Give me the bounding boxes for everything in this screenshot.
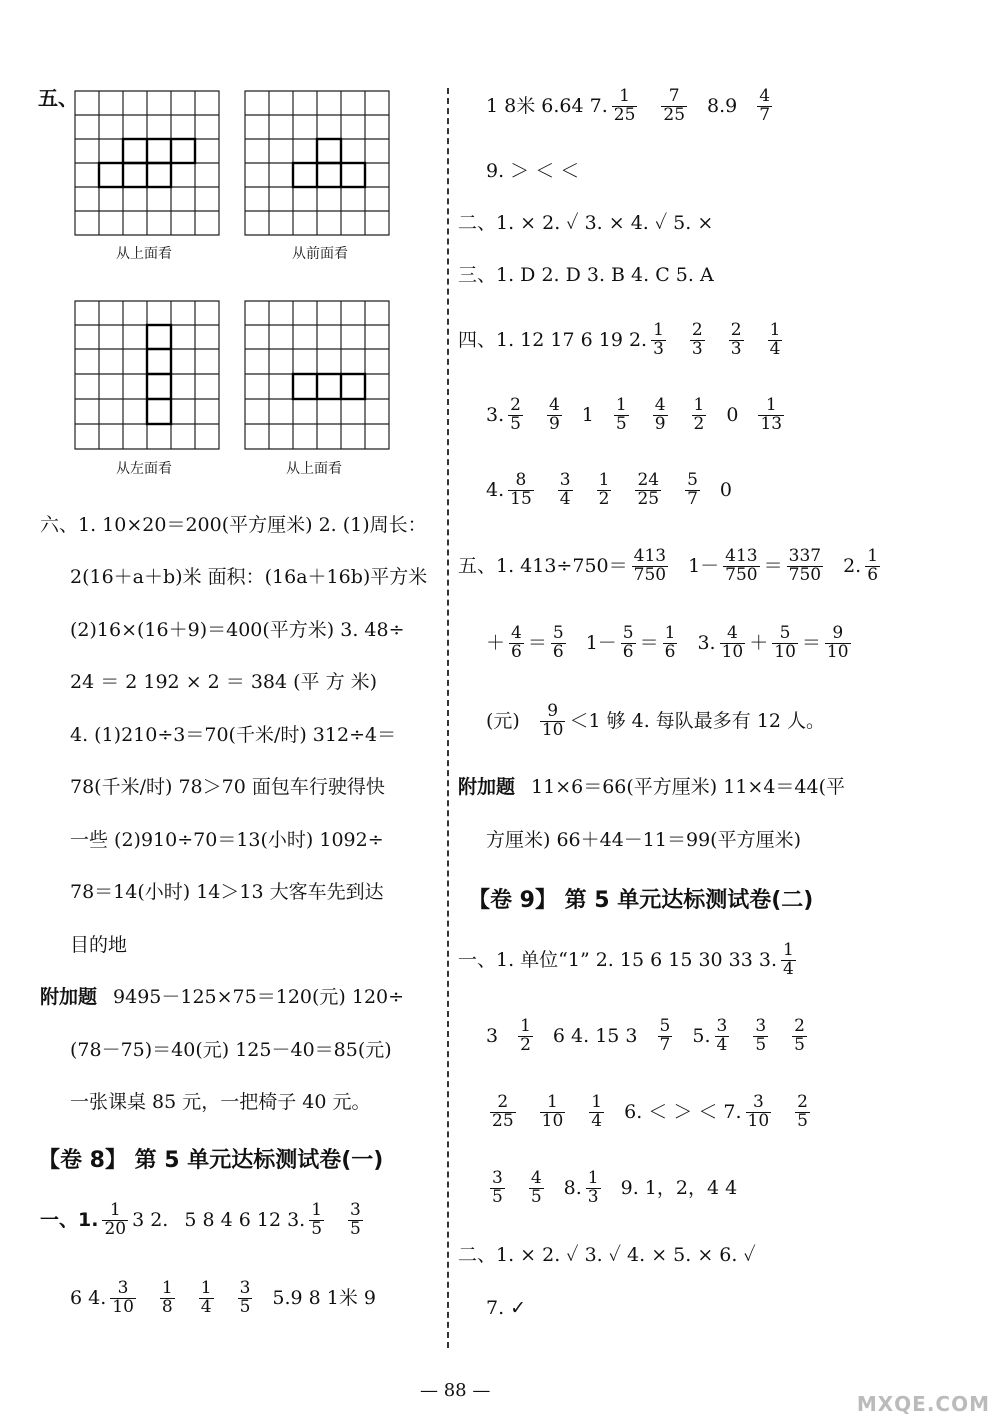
r9-f: ＋ bbox=[749, 631, 769, 654]
r1-c: 8. bbox=[707, 94, 726, 117]
juan8-r1-c: 5 8 4 6 12 3. bbox=[184, 1208, 306, 1231]
juan8-r1-b: 3 2. bbox=[132, 1208, 169, 1231]
fraction: $\frac{9}{10}$ bbox=[541, 701, 564, 740]
fraction: $\frac{1}{10}$ bbox=[541, 1092, 564, 1131]
right-row-9 bbox=[486, 625, 855, 662]
juan8-r1-a: 一、1. bbox=[40, 1208, 99, 1231]
r7-zero: 0 bbox=[719, 478, 732, 501]
r6-one: 1 bbox=[581, 403, 594, 426]
juan9-row-2 bbox=[486, 1018, 811, 1055]
r6-a: 3. bbox=[486, 403, 505, 426]
fraction: $\frac{1}{6}$ bbox=[867, 546, 879, 585]
r8-a: 五、1. 413÷750＝ bbox=[458, 554, 628, 577]
fraction: $\frac{1}{13}$ bbox=[760, 395, 783, 434]
fraction: $\frac{3}{10}$ bbox=[747, 1092, 770, 1131]
fraction: $\frac{1}{20}$ bbox=[104, 1200, 127, 1239]
right-extra-line-2: 方厘米) 66＋44－11＝99(平方厘米) bbox=[486, 829, 801, 851]
juan9-row-1 bbox=[458, 942, 800, 979]
r9-b: ＝ bbox=[527, 631, 547, 654]
extra-line-3: 一张课桌 85 元，一把椅子 40 元。 bbox=[70, 1091, 371, 1113]
fraction: $\frac{1}{3}$ bbox=[653, 320, 664, 359]
fraction: $\frac{5}{10}$ bbox=[774, 623, 796, 662]
fraction: $\frac{5}{6}$ bbox=[622, 623, 634, 662]
fraction: $\frac{7}{25}$ bbox=[663, 86, 686, 125]
fraction: $\frac{3}{10}$ bbox=[112, 1278, 134, 1317]
juan8-row-2 bbox=[70, 1280, 376, 1317]
fraction: $\frac{1}{4}$ bbox=[783, 940, 794, 979]
fraction: $\frac{1}{4}$ bbox=[200, 1278, 212, 1317]
r9-a: ＋ bbox=[486, 631, 506, 654]
fraction: $\frac{5}{7}$ bbox=[659, 1016, 671, 1055]
right-extra-line-1 bbox=[458, 778, 845, 797]
r5-a: 四、1. 12 17 6 19 2. bbox=[458, 328, 648, 351]
right-row-2: 9. ＞ ＜ ＜ bbox=[486, 160, 580, 182]
sec6-line-2: 2(16＋a＋b)米 面积：(16a＋16b)平方米 bbox=[70, 566, 428, 588]
juan8-title: 【卷 8】 第 5 单元达标测试卷(一) bbox=[38, 1148, 384, 1173]
right-row-7 bbox=[486, 472, 732, 509]
grid-top-view-1 bbox=[74, 90, 222, 238]
caption-top-view-2: 从上面看 bbox=[286, 461, 342, 477]
fraction: $\frac{2}{5}$ bbox=[510, 395, 521, 434]
juan9-row-6: 7. ✓ bbox=[486, 1297, 527, 1319]
fraction: $\frac{413}{750}$ bbox=[633, 546, 667, 585]
r9-e: 3. bbox=[697, 631, 716, 654]
r9-c: 1－ bbox=[585, 631, 617, 654]
fraction: $\frac{4}{6}$ bbox=[511, 623, 522, 662]
fraction: $\frac{4}{5}$ bbox=[530, 1168, 542, 1207]
fraction: $\frac{3}{5}$ bbox=[755, 1016, 767, 1055]
juan9-row-4 bbox=[486, 1170, 737, 1207]
extra-line-2: (78－75)＝40(元) 125－40＝85(元) bbox=[70, 1039, 392, 1061]
right-row-10 bbox=[486, 703, 825, 740]
fraction: $\frac{2}{25}$ bbox=[492, 1092, 514, 1131]
caption-top-view: 从上面看 bbox=[116, 246, 172, 262]
r1-a: 1 8米 6. bbox=[486, 94, 560, 117]
fraction: $\frac{3}{5}$ bbox=[492, 1168, 503, 1207]
fraction: $\frac{9}{10}$ bbox=[826, 623, 849, 662]
caption-front-view: 从前面看 bbox=[292, 246, 348, 262]
fraction: $\frac{2}{3}$ bbox=[691, 320, 703, 359]
fraction: $\frac{4}{7}$ bbox=[759, 86, 771, 125]
fraction: $\frac{1}{6}$ bbox=[664, 623, 676, 662]
juan9-row-3 bbox=[486, 1094, 814, 1131]
fraction: $\frac{4}{10}$ bbox=[721, 623, 744, 662]
j9-r2-b: 6 4. 15 3 bbox=[552, 1024, 638, 1047]
right-extra-text-1: 11×6＝66(平方厘米) 11×4＝44(平 bbox=[531, 776, 846, 798]
j9-r4-b: 9. 1，2，4 4 bbox=[620, 1176, 738, 1199]
sec6-line-4: 24 ＝ 2 192 × 2 ＝ 384 (平 方 米) bbox=[70, 671, 378, 693]
fraction: $\frac{24}{25}$ bbox=[637, 470, 660, 509]
right-extra-label: 附加题 bbox=[458, 776, 516, 798]
extra-line-1 bbox=[40, 988, 404, 1007]
fraction: $\frac{1}{5}$ bbox=[311, 1200, 323, 1239]
sec6-line-3: (2)16×(16＋9)＝400(平方米) 3. 48÷ bbox=[70, 619, 405, 641]
r10-a: (元) bbox=[486, 709, 520, 732]
j9-r2-c: 5. bbox=[692, 1024, 711, 1047]
fraction: $\frac{1}{4}$ bbox=[769, 320, 781, 359]
fraction: $\frac{1}{2}$ bbox=[693, 395, 705, 434]
j9-r1-a: 一、1. 单位“1” 2. 15 6 15 30 33 3. bbox=[458, 948, 778, 971]
column-divider bbox=[447, 88, 449, 1348]
fraction: $\frac{4}{9}$ bbox=[654, 395, 666, 434]
fraction: $\frac{8}{15}$ bbox=[510, 470, 532, 509]
watermark: MXQE.COM bbox=[856, 1392, 990, 1416]
r1-d: 9 bbox=[725, 94, 738, 117]
r9-g: ＝ bbox=[801, 631, 821, 654]
caption-left-view: 从左面看 bbox=[116, 461, 172, 477]
r10-b: ＜1 够 4. 每队最多有 12 人。 bbox=[569, 709, 826, 732]
juan8-row-1 bbox=[40, 1202, 367, 1239]
right-row-8 bbox=[458, 548, 884, 585]
r1-b: 64 7. bbox=[559, 94, 608, 117]
right-row-4: 三、1. D 2. D 3. B 4. C 5. A bbox=[458, 264, 714, 286]
r7-a: 4. bbox=[486, 478, 505, 501]
right-row-3: 二、1. × 2. ✓ 3. × 4. ✓ 5. × bbox=[458, 212, 714, 234]
section-5-label: 五、 bbox=[38, 86, 78, 110]
fraction: $\frac{1}{2}$ bbox=[598, 470, 610, 509]
juan8-r2-c: 9 8 1米 9 bbox=[290, 1286, 377, 1309]
j9-r3-a: 6. ＜ ＞ ＜ 7. bbox=[624, 1100, 742, 1123]
r8-b: 1－ bbox=[688, 554, 720, 577]
sec6-line-6: 78(千米/时) 78＞70 面包车行驶得快 bbox=[70, 776, 385, 798]
juan8-r2-a: 6 4. bbox=[70, 1286, 107, 1309]
j9-r2-a: 3 bbox=[486, 1024, 499, 1047]
grid-top-view-2 bbox=[244, 300, 392, 452]
right-row-6 bbox=[486, 397, 788, 434]
grid-front-view bbox=[244, 90, 392, 238]
r8-d: 2. bbox=[843, 554, 862, 577]
fraction: $\frac{5}{6}$ bbox=[552, 623, 564, 662]
fraction: $\frac{1}{2}$ bbox=[520, 1016, 531, 1055]
right-row-5 bbox=[458, 322, 786, 359]
fraction: $\frac{3}{5}$ bbox=[350, 1200, 361, 1239]
juan9-row-5: 二、1. × 2. ✓ 3. ✓ 4. × 5. × 6. ✓ bbox=[458, 1244, 756, 1266]
right-row-1 bbox=[486, 88, 776, 125]
fraction: $\frac{1}{5}$ bbox=[615, 395, 627, 434]
page-number: — 88 — bbox=[420, 1380, 491, 1401]
r8-c: ＝ bbox=[763, 554, 783, 577]
fraction: $\frac{3}{4}$ bbox=[559, 470, 571, 509]
juan9-title: 【卷 9】 第 5 单元达标测试卷(二) bbox=[468, 888, 814, 913]
fraction: $\frac{413}{750}$ bbox=[725, 546, 758, 585]
fraction: $\frac{1}{8}$ bbox=[161, 1278, 173, 1317]
j9-r4-a: 8. bbox=[563, 1176, 582, 1199]
grid-left-view bbox=[74, 300, 222, 452]
fraction: $\frac{3}{5}$ bbox=[239, 1278, 251, 1317]
sec6-line-1: 六、1. 10×20＝200(平方厘米) 2. (1)周长： bbox=[40, 514, 427, 536]
fraction: $\frac{2}{5}$ bbox=[794, 1016, 805, 1055]
fraction: $\frac{4}{9}$ bbox=[548, 395, 560, 434]
fraction: $\frac{337}{750}$ bbox=[788, 546, 822, 585]
sec6-line-9: 目的地 bbox=[70, 934, 128, 956]
sec6-line-7: 一些 (2)910÷70＝13(小时) 1092÷ bbox=[70, 829, 384, 851]
r6-zero: 0 bbox=[726, 403, 739, 426]
fraction: $\frac{1}{4}$ bbox=[591, 1092, 603, 1131]
juan8-r2-b: 5. bbox=[272, 1286, 291, 1309]
fraction: $\frac{1}{3}$ bbox=[587, 1168, 599, 1207]
fraction: $\frac{3}{4}$ bbox=[716, 1016, 728, 1055]
fraction: $\frac{5}{7}$ bbox=[687, 470, 698, 509]
r9-d: ＝ bbox=[639, 631, 659, 654]
extra-label: 附加题 bbox=[40, 986, 98, 1008]
fraction: $\frac{1}{25}$ bbox=[613, 86, 636, 125]
extra-text-1: 9495－125×75＝120(元) 120÷ bbox=[113, 986, 405, 1008]
fraction: $\frac{2}{3}$ bbox=[730, 320, 742, 359]
sec6-line-8: 78＝14(小时) 14＞13 大客车先到达 bbox=[70, 881, 384, 903]
fraction: $\frac{2}{5}$ bbox=[797, 1092, 808, 1131]
sec6-line-5: 4. (1)210÷3＝70(千米/时) 312÷4＝ bbox=[70, 724, 397, 746]
